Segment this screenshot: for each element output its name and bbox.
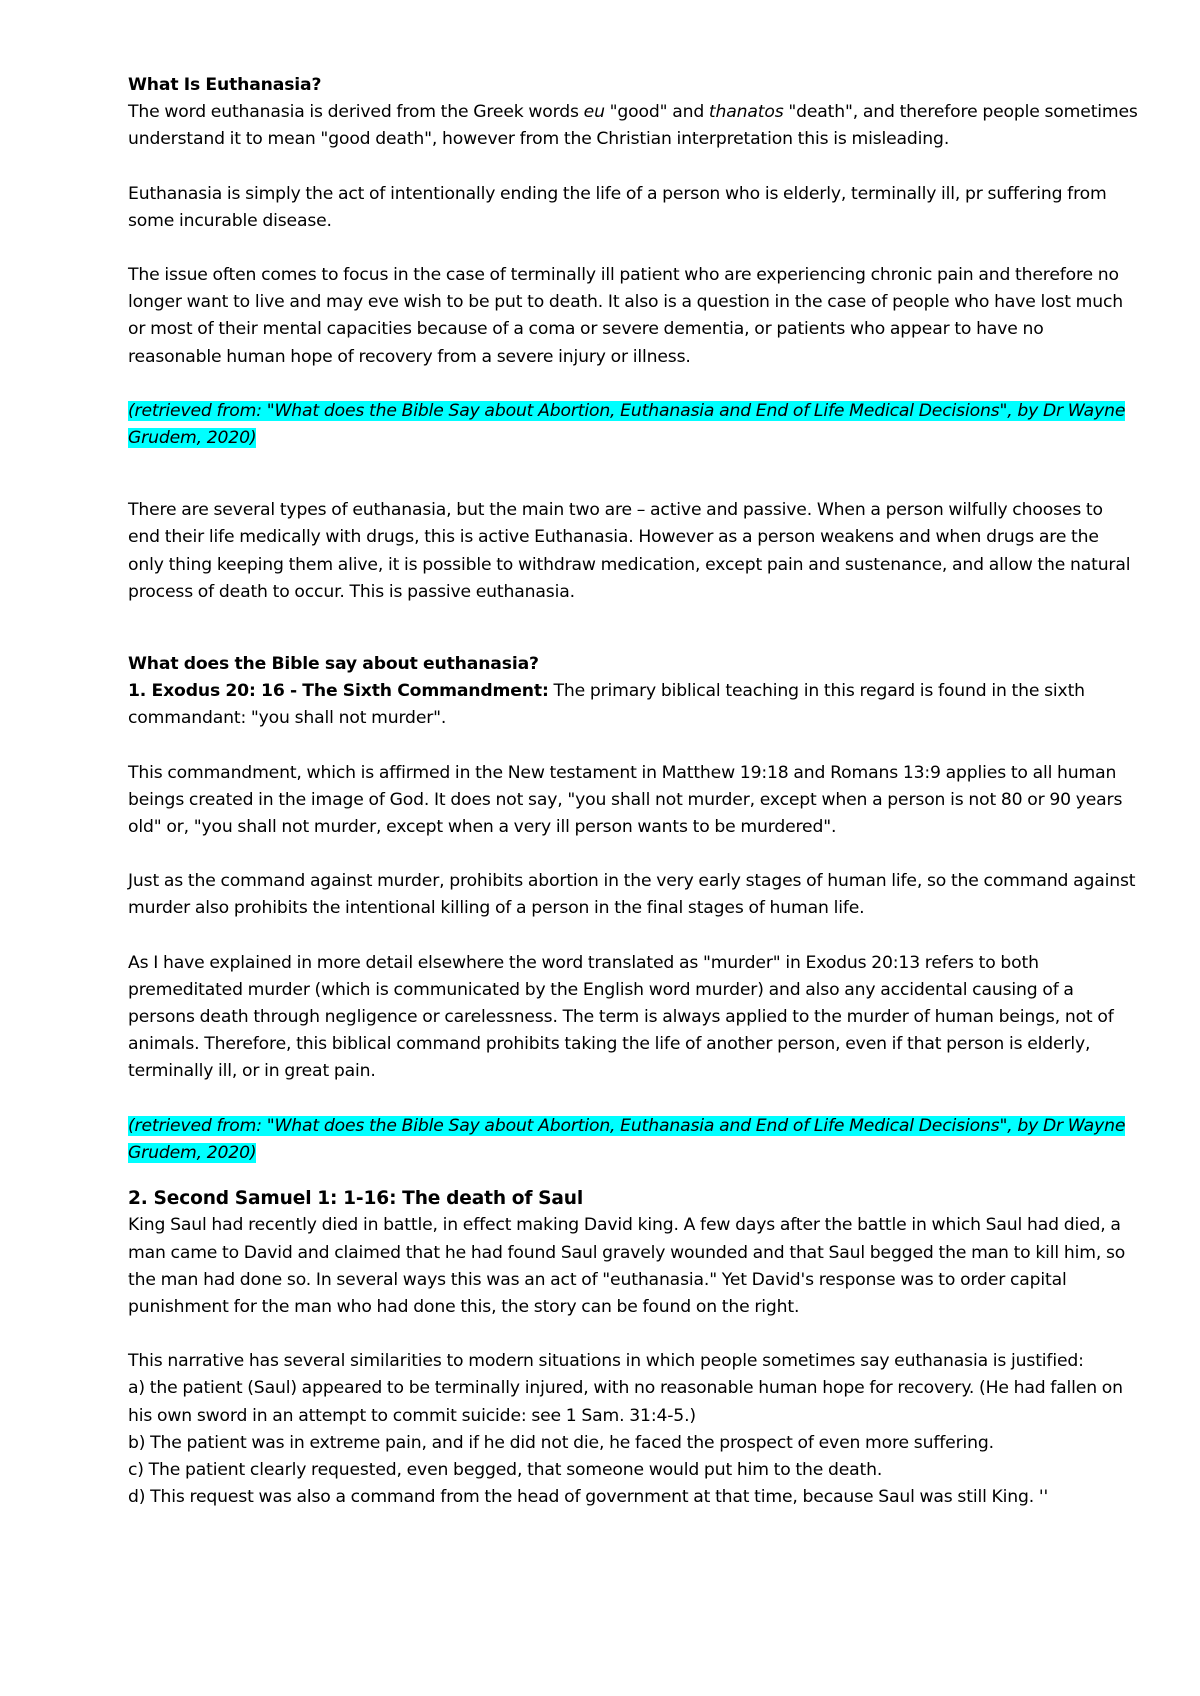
citation-1 xyxy=(128,398,1138,452)
document-body xyxy=(128,72,1138,1511)
citation-2 xyxy=(128,1113,1138,1167)
section-heading-bible: What does the Bible say about euthanasia? xyxy=(128,654,539,675)
list-item: d) This request was also a command from the head of government at that time, because Saul was still King. '' xyxy=(128,1487,1049,1508)
reference-label-exodus: 1. Exodus 20: 16 - The Sixth Commandment: xyxy=(128,681,549,702)
section-heading-what-is-euthanasia: What Is Euthanasia? xyxy=(128,75,322,95)
etymology-text-c: "death", and therefore people sometimes understand it to mean "good death", however from the Christian interpretation this is misleading. xyxy=(128,102,1138,150)
list-item: a) the patient (Saul) appeared to be terminally injured, with no reasonable human hope for recovery. (He had fallen on his own sword in an attempt to commit suicide: see 1 Sam. 31:4-5.) xyxy=(128,1378,1123,1426)
section-heading-death-of-saul: 2. Second Samuel 1: 1-16: The death of Saul xyxy=(128,1188,584,1210)
sixth-commandment-text: The primary biblical teaching in this regard is found in the sixth commandant: "you shall not murder". xyxy=(128,681,1085,729)
paragraph-sixth-commandment xyxy=(128,678,1138,732)
paragraph-commandment-affirmed: This commandment, which is affirmed in the New testament in Matthew 19:18 and Romans 13:9 applies to all human beings created in the image of God. It does not say, "you shall not murder, except when a person is not 80 or 90 years old" or, "you shall not murder, except when a very ill person wants to be murdered". xyxy=(128,762,1123,838)
etymology-text-a: The word euthanasia is derived from the Greek words xyxy=(128,102,584,123)
citation-1-text: (retrieved from: "What does the Bible Say about Abortion, Euthanasia and End of Life Medical Decisions", by Dr Wayne Grudem, 2020) xyxy=(128,400,1126,449)
greek-word-eu: eu xyxy=(583,102,605,123)
paragraph-narrative-similarities: This narrative has several similarities to modern situations in which people sometimes say euthanasia is justified: xyxy=(128,1351,1084,1372)
citation-2-text: (retrieved from: "What does the Bible Say about Abortion, Euthanasia and End of Life Medical Decisions", by Dr Wayne Grudem, 2020) xyxy=(128,1115,1126,1163)
paragraph-issue: The issue often comes to focus in the case of terminally ill patient who are experiencing chronic pain and therefore no longer want to live and may eve wish to be put to death. It also is a question in the case of people who have lost much or most of their mental capacities because of a coma or severe dementia, or patients who appear to have no reasonable human hope of recovery from a severe injury or illness. xyxy=(128,265,1124,367)
paragraph-murder-translation: As I have explained in more detail elsewhere the word translated as "murder" in Exodus 20:13 refers to both premeditated murder (which is communicated by the English word murder) and also any accidental causing of a persons death through negligence or carelessness. The term is always applied to the murder of human beings, not of animals. Therefore, this biblical command prohibits taking the life of another person, even if that person is elderly, terminally ill, or in great pain. xyxy=(128,952,1114,1082)
paragraph-command-against-murder: Just as the command against murder, prohibits abortion in the very early stages of human life, so the command against murder also prohibits the intentional killing of a person in the final stages of human life. xyxy=(128,871,1136,919)
greek-word-thanatos: thanatos xyxy=(708,102,784,123)
paragraph-definition: Euthanasia is simply the act of intentionally ending the life of a person who is elderly, terminally ill, pr suffering from some incurable disease. xyxy=(128,183,1107,231)
paragraph-types: There are several types of euthanasia, but the main two are – active and passive. When a person wilfully chooses to end their life medically with drugs, this is active Euthanasia. However as a person weakens and when drugs are the only thing keeping them alive, it is possible to withdraw medication, except pain and sustenance, and allow the natural process of death to occur. This is passive euthanasia. xyxy=(128,500,1131,602)
list-item: c) The patient clearly requested, even begged, that someone would put him to the death. xyxy=(128,1459,883,1480)
etymology-text-b: "good" and xyxy=(604,102,709,123)
paragraph-king-saul: King Saul had recently died in battle, in effect making David king. A few days after the battle in which Saul had died, a man came to David and claimed that he had found Saul gravely wounded and that Saul begged the man to kill him, so the man had done so. In several ways this was an act of "euthanasia." Yet David's response was to order capital punishment for the man who had done this, the story can be found on the right. xyxy=(128,1215,1126,1317)
paragraph-etymology xyxy=(128,99,1138,153)
list-item: b) The patient was in extreme pain, and if he did not die, he faced the prospect of even more suffering. xyxy=(128,1432,994,1453)
